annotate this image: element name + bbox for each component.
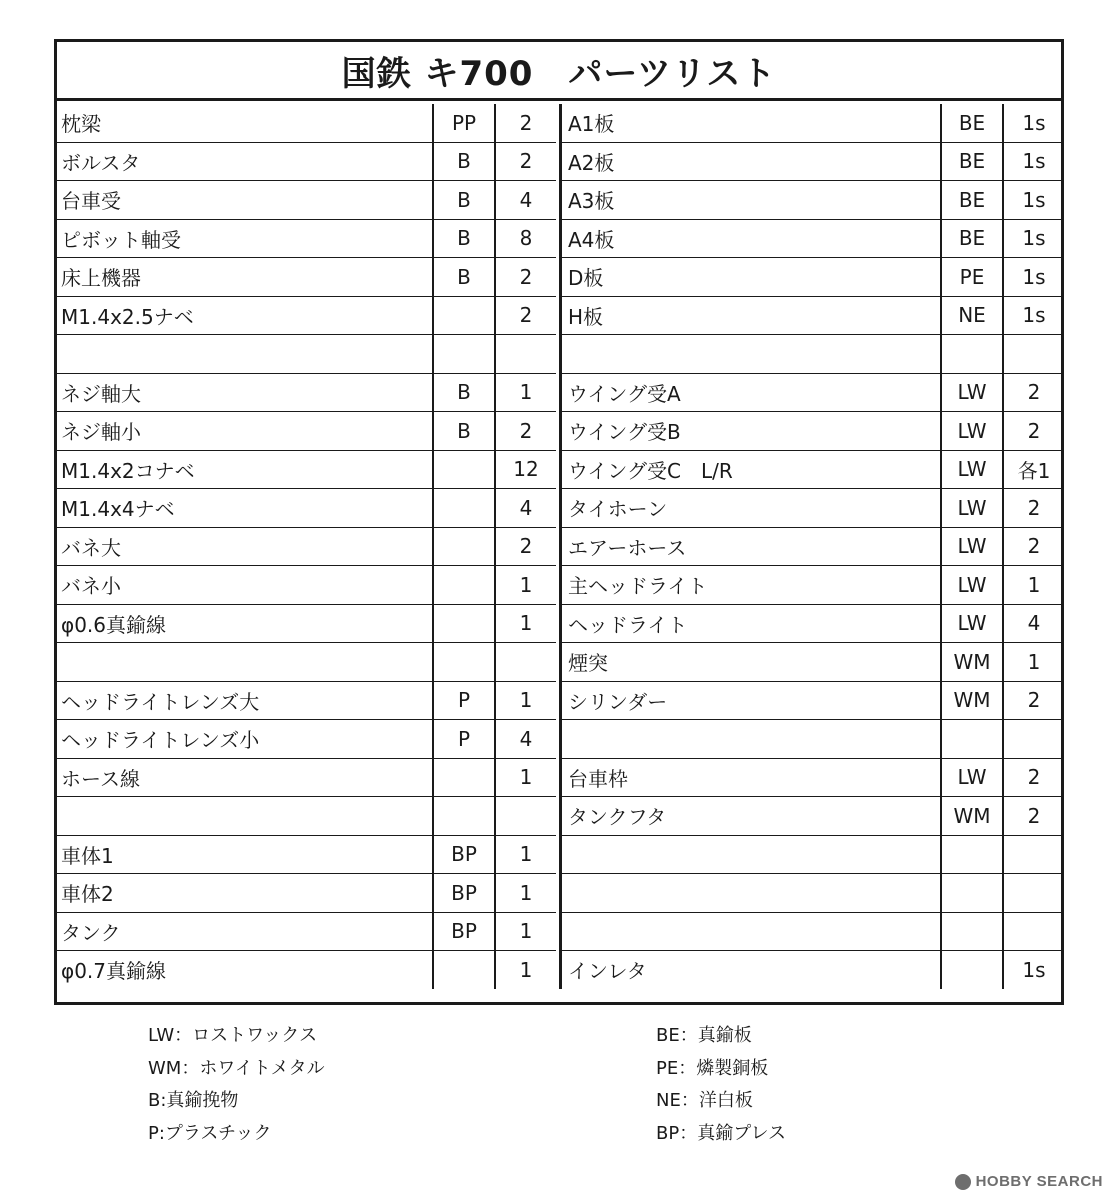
table-row [57,682,556,721]
table-row [57,335,556,374]
part-qty-cell: 2 [519,149,533,174]
part-mat-cell: PP [434,104,496,142]
table-row [562,297,1064,336]
part-qty-cell: 1s [1022,187,1046,212]
part-name-cell: D板 [562,258,942,296]
part-name-cell: φ0.7真鍮線 [57,951,434,989]
part-mat-cell [942,874,1004,912]
part-mat-cell [434,528,496,566]
part-mat-cell [434,489,496,527]
table-row [562,951,1064,989]
part-qty-cell [496,335,556,373]
table-row [57,181,556,220]
table-row [562,528,1064,567]
legend-item: BE：真鍮板 [656,1025,752,1046]
hobby-search-logo-icon [955,1174,971,1190]
part-mat-cell: LW [942,489,1004,527]
table-row [562,412,1064,451]
part-mat-cell: B [434,220,496,258]
legend-item: NE：洋白板 [656,1090,753,1111]
part-name-cell [57,797,434,835]
part-mat-cell: BP [434,913,496,951]
table-row [562,682,1064,721]
table-row [57,643,556,682]
part-mat-cell: BE [942,181,1004,219]
part-mat-cell: LW [942,412,1004,450]
part-name-cell: 車体1 [57,836,434,874]
watermark [955,1173,1103,1190]
part-name-cell [57,643,434,681]
table-row [57,913,556,952]
part-name-cell: H板 [562,297,942,335]
table-row [57,258,556,297]
part-name-cell: ヘッドライト [562,605,942,643]
part-name-cell: バネ大 [57,528,434,566]
table-row [57,874,556,913]
part-name-cell: ウイング受A [562,374,942,412]
part-name-cell: ネジ軸小 [57,412,434,450]
part-mat-cell [434,297,496,335]
part-qty-cell: 1s [1022,957,1046,982]
part-name-cell: ヘッドライトレンズ大 [57,682,434,720]
table-row [57,412,556,451]
part-mat-cell [942,951,1004,989]
part-mat-cell: BP [434,836,496,874]
part-mat-cell [942,720,1004,758]
part-mat-cell: LW [942,605,1004,643]
table-row [562,451,1064,490]
part-qty-cell [496,797,556,835]
watermark-text: HOBBY SEARCH [975,1173,1103,1190]
table-row [562,913,1064,952]
part-mat-cell: BE [942,220,1004,258]
part-qty-cell: 1s [1022,149,1046,174]
part-mat-cell: P [434,682,496,720]
part-name-cell: A4板 [562,220,942,258]
part-name-cell: ピボット軸受 [57,220,434,258]
part-qty-cell: 1s [1022,226,1046,251]
part-name-cell: 主ヘッドライト [562,566,942,604]
part-qty-cell [1004,720,1064,758]
part-name-cell: バネ小 [57,566,434,604]
parts-table-right-column [559,104,1064,989]
part-qty-cell: 2 [1027,803,1041,828]
table-row [562,836,1064,875]
part-qty-cell: 4 [519,187,533,212]
part-name-cell: シリンダー [562,682,942,720]
part-qty-cell: 12 [513,457,539,482]
part-mat-cell: B [434,374,496,412]
part-qty-cell: 1s [1022,264,1046,289]
part-qty-cell: 2 [519,110,533,135]
part-qty-cell [1004,913,1064,951]
part-mat-cell [434,643,496,681]
table-row [57,759,556,798]
parts-list-sheet [54,39,1064,1005]
legend-item: LW：ロストワックス [148,1025,318,1046]
table-row [562,643,1064,682]
part-qty-cell: 1 [519,919,533,944]
part-qty-cell: 2 [1027,380,1041,405]
part-name-cell: A1板 [562,104,942,142]
part-mat-cell [434,951,496,989]
part-name-cell: φ0.6真鍮線 [57,605,434,643]
part-mat-cell: LW [942,374,1004,412]
material-legend-left [148,1020,325,1150]
part-qty-cell: 1 [1027,572,1041,597]
legend-item: P:プラスチック [148,1122,272,1144]
part-mat-cell: B [434,143,496,181]
part-name-cell: ウイング受C L/R [562,451,942,489]
table-row [562,605,1064,644]
table-row [57,528,556,567]
part-name-cell [562,913,942,951]
part-qty-cell: 1 [519,842,533,867]
table-row [562,797,1064,836]
part-qty-cell [1004,836,1064,874]
table-row [562,143,1064,182]
table-row [57,451,556,490]
table-row [562,258,1064,297]
part-name-cell [562,836,942,874]
page-title: 国鉄 キ700 パーツリスト [57,42,1061,101]
part-mat-cell: NE [942,297,1004,335]
table-row [57,220,556,259]
part-qty-cell: 各1 [1017,458,1051,483]
part-qty-cell: 1 [519,380,533,405]
part-mat-cell [942,913,1004,951]
part-mat-cell: B [434,181,496,219]
part-name-cell: A3板 [562,181,942,219]
part-mat-cell [942,335,1004,373]
part-mat-cell: LW [942,528,1004,566]
part-qty-cell: 1 [519,688,533,713]
part-mat-cell: LW [942,451,1004,489]
part-qty-cell: 1s [1022,303,1046,328]
part-name-cell: ホース線 [57,759,434,797]
part-qty-cell: 4 [519,495,533,520]
part-qty-cell: 2 [519,534,533,559]
part-name-cell: M1.4x4ナベ [57,489,434,527]
part-name-cell: タンクフタ [562,797,942,835]
part-qty-cell: 2 [519,264,533,289]
table-row [57,836,556,875]
table-row [57,566,556,605]
part-qty-cell [496,643,556,681]
table-row [57,797,556,836]
table-row [562,104,1064,143]
part-qty-cell: 1 [1027,649,1041,674]
part-name-cell: インレタ [562,951,942,989]
part-name-cell [57,335,434,373]
part-mat-cell: PE [942,258,1004,296]
part-name-cell: 台車枠 [562,759,942,797]
part-qty-cell: 1 [519,957,533,982]
legend-item: WM：ホワイトメタル [148,1057,325,1079]
legend-item: B:真鍮挽物 [148,1090,239,1111]
part-qty-cell: 1 [519,611,533,636]
part-mat-cell: WM [942,643,1004,681]
table-row [562,181,1064,220]
part-name-cell: 車体2 [57,874,434,912]
part-qty-cell: 8 [519,226,533,251]
part-name-cell [562,874,942,912]
part-name-cell: A2板 [562,143,942,181]
table-row [562,374,1064,413]
part-mat-cell: WM [942,797,1004,835]
part-qty-cell: 2 [1027,534,1041,559]
part-qty-cell [1004,874,1064,912]
table-row [57,605,556,644]
table-row [562,220,1064,259]
table-row [562,759,1064,798]
part-mat-cell: P [434,720,496,758]
part-qty-cell: 2 [1027,418,1041,443]
part-mat-cell [434,451,496,489]
part-mat-cell [434,566,496,604]
part-qty-cell: 2 [519,418,533,443]
material-legend-right [656,1020,786,1150]
part-qty-cell [1004,335,1064,373]
part-name-cell: ボルスタ [57,143,434,181]
table-row [57,143,556,182]
part-qty-cell: 2 [1027,688,1041,713]
table-row [562,874,1064,913]
part-mat-cell [434,335,496,373]
part-name-cell: 台車受 [57,181,434,219]
part-qty-cell: 2 [1027,765,1041,790]
part-name-cell: 床上機器 [57,258,434,296]
part-name-cell: ネジ軸大 [57,374,434,412]
part-name-cell: 枕梁 [57,104,434,142]
table-row [57,489,556,528]
part-name-cell: タイホーン [562,489,942,527]
table-row [57,720,556,759]
table-row [57,297,556,336]
part-mat-cell: BE [942,143,1004,181]
table-row [562,720,1064,759]
part-qty-cell: 2 [519,303,533,328]
part-qty-cell: 1 [519,880,533,905]
part-mat-cell [434,797,496,835]
part-qty-cell: 1 [519,765,533,790]
part-mat-cell: WM [942,682,1004,720]
part-name-cell: ウイング受B [562,412,942,450]
part-name-cell: タンク [57,913,434,951]
part-mat-cell [434,759,496,797]
part-mat-cell: B [434,258,496,296]
table-row [562,335,1064,374]
part-qty-cell: 1 [519,572,533,597]
part-name-cell: 煙突 [562,643,942,681]
part-mat-cell [942,836,1004,874]
part-name-cell [562,335,942,373]
part-qty-cell: 4 [519,726,533,751]
legend-item: PE：燐製銅板 [656,1057,769,1079]
part-qty-cell: 1s [1022,110,1046,135]
parts-table-left-column [57,104,556,989]
part-name-cell: ヘッドライトレンズ小 [57,720,434,758]
part-name-cell: M1.4x2.5ナベ [57,297,434,335]
legend-item: BP：真鍮プレス [656,1122,786,1144]
part-name-cell: M1.4x2コナベ [57,451,434,489]
part-mat-cell: BP [434,874,496,912]
part-mat-cell: LW [942,566,1004,604]
part-qty-cell: 4 [1027,611,1041,636]
table-row [57,951,556,989]
table-row [562,566,1064,605]
part-qty-cell: 2 [1027,495,1041,520]
table-row [57,104,556,143]
table-row [57,374,556,413]
part-name-cell [562,720,942,758]
part-mat-cell: LW [942,759,1004,797]
part-mat-cell: B [434,412,496,450]
part-name-cell: エアーホース [562,528,942,566]
table-row [562,489,1064,528]
part-mat-cell: BE [942,104,1004,142]
part-mat-cell [434,605,496,643]
